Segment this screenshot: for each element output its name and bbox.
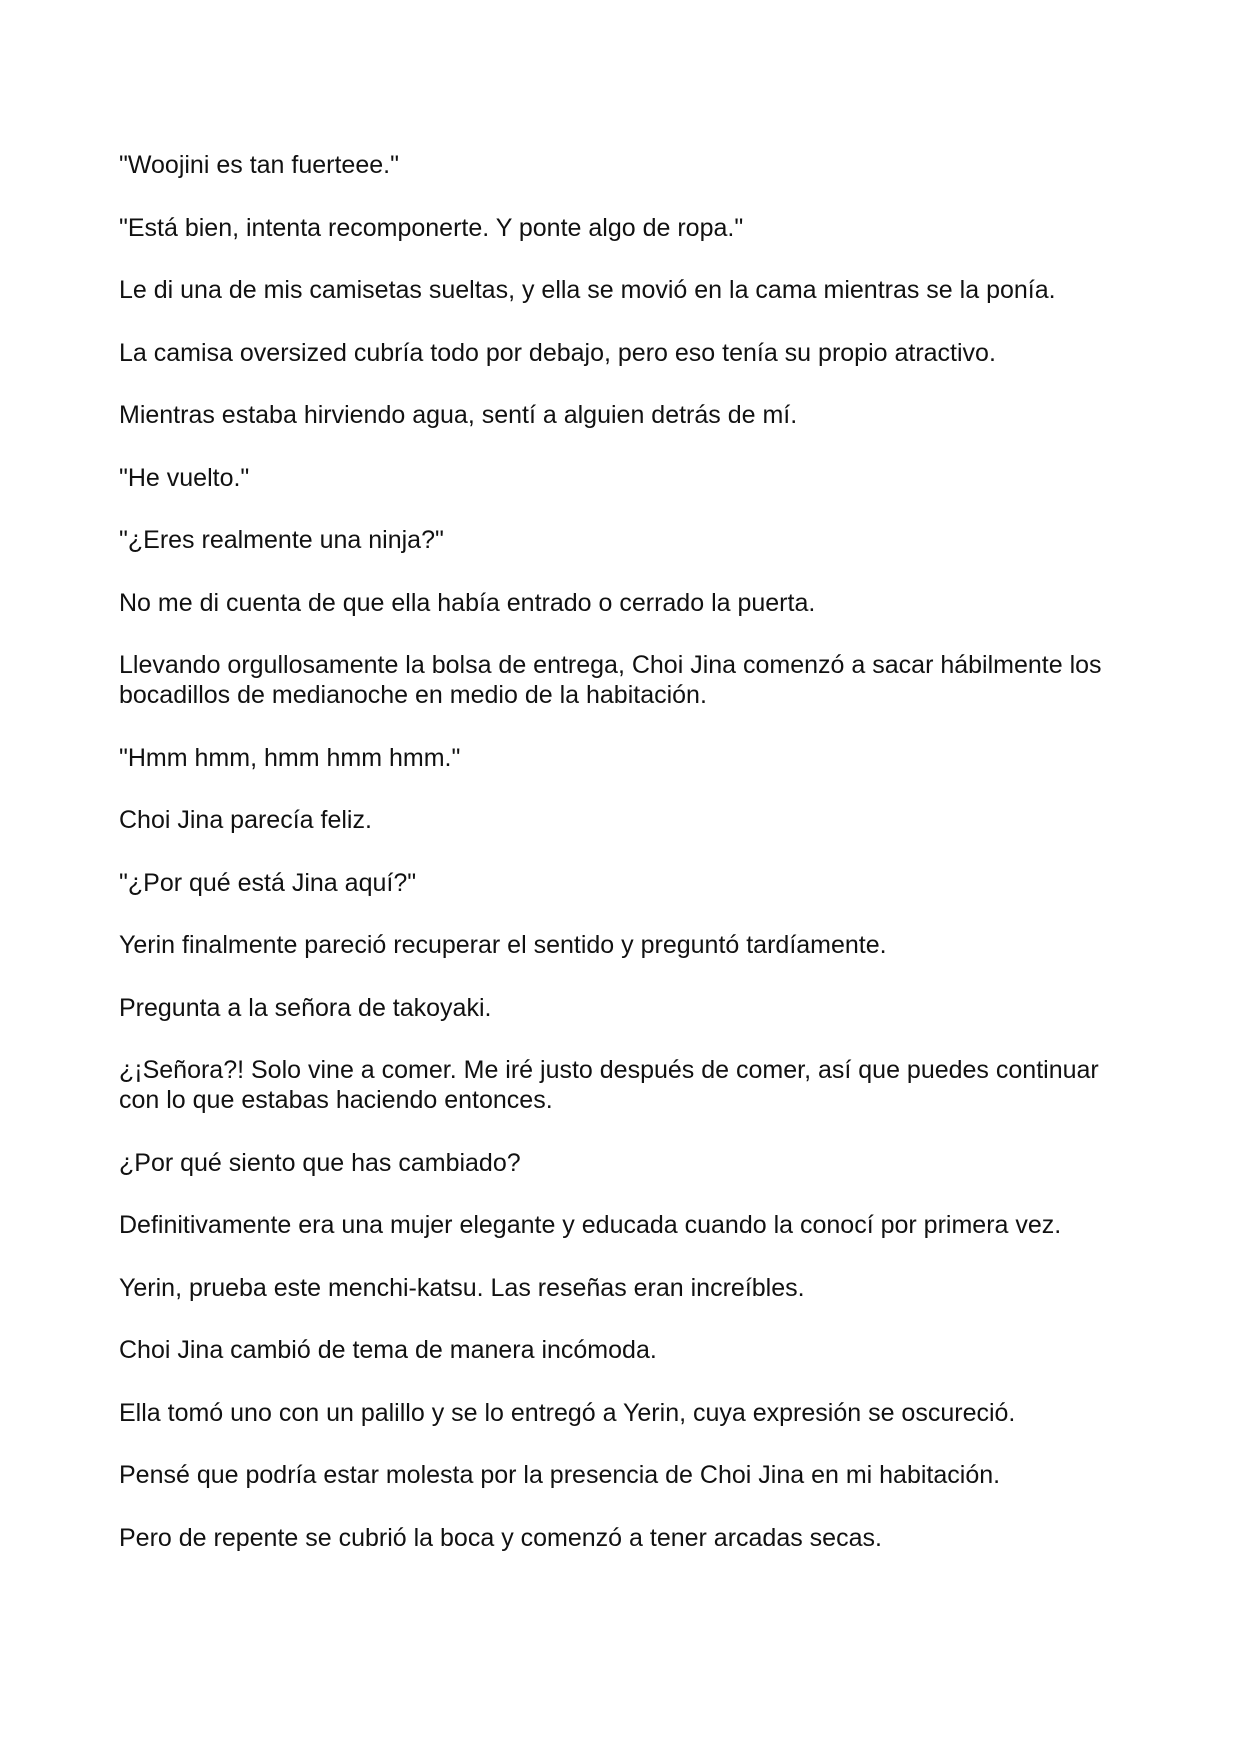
paragraph: "Está bien, intenta recomponerte. Y ponte algo de ropa." — [119, 213, 744, 242]
paragraph: La camisa oversized cubría todo por debajo, pero eso tenía su propio atractivo. — [119, 338, 996, 367]
paragraph: Pensé que podría estar molesta por la presencia de Choi Jina en mi habitación. — [119, 1461, 1001, 1489]
paragraph: "Woojini es tan fuerteee." — [119, 151, 399, 179]
paragraph: "¿Por qué está Jina aquí?" — [119, 868, 417, 897]
paragraph: Llevando orgullosamente la bolsa de entrega, Choi Jina comenzó a sacar hábilmente los bocadillos de medianoche en medio de la habitación. — [119, 651, 1102, 709]
paragraph: ¿¡Señora?! Solo vine a comer. Me iré justo después de comer, así que puedes continuar con lo que estabas haciendo entonces. — [119, 1056, 1099, 1114]
paragraph: Choi Jina parecía feliz. — [119, 806, 372, 834]
paragraph: Definitivamente era una mujer elegante y educada cuando la conocí por primera vez. — [119, 1211, 1062, 1239]
paragraph: Yerin finalmente pareció recuperar el sentido y preguntó tardíamente. — [119, 931, 887, 959]
paragraph: "¿Eres realmente una ninja?" — [119, 526, 444, 554]
paragraph: Mientras estaba hirviendo agua, sentí a alguien detrás de mí. — [119, 401, 798, 429]
paragraph: Yerin, prueba este menchi-katsu. Las reseñas eran increíbles. — [119, 1273, 805, 1302]
paragraph: Choi Jina cambió de tema de manera incómoda. — [119, 1336, 657, 1364]
paragraph: Pregunta a la señora de takoyaki. — [119, 993, 492, 1022]
paragraph: Le di una de mis camisetas sueltas, y ella se movió en la cama mientras se la ponía. — [119, 276, 1056, 304]
paragraph: "Hmm hmm, hmm hmm hmm." — [119, 743, 461, 772]
paragraph: "He vuelto." — [119, 463, 250, 492]
paragraph: Pero de repente se cubrió la boca y comenzó a tener arcadas secas. — [119, 1523, 882, 1552]
paragraph: No me di cuenta de que ella había entrado o cerrado la puerta. — [119, 588, 816, 617]
paragraph: Ella tomó uno con un palillo y se lo entregó a Yerin, cuya expresión se oscureció. — [119, 1398, 1016, 1427]
paragraph: ¿Por qué siento que has cambiado? — [119, 1148, 521, 1177]
document-body — [119, 150, 1129, 1585]
